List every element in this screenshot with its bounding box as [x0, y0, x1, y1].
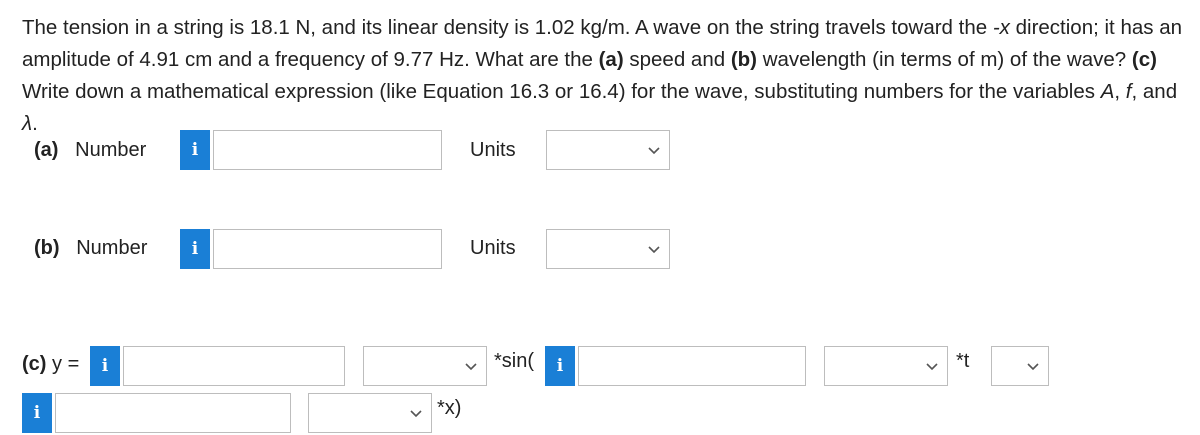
part-a-number-label: Number — [75, 139, 147, 161]
part-c-wave-number-input[interactable] — [55, 393, 291, 433]
part-c-tag: (c) — [1131, 48, 1157, 71]
part-c-info-button-1[interactable] — [90, 346, 120, 386]
part-a-label-tag: (a) — [34, 139, 59, 161]
part-a-info-button[interactable] — [180, 130, 210, 170]
part-c-angular-frequency-input[interactable] — [578, 346, 806, 386]
info-icon: i — [33, 403, 41, 423]
part-a-units-label: Units — [470, 139, 516, 161]
chevron-down-icon — [464, 359, 478, 373]
var-f: f — [1125, 80, 1132, 103]
part-c-sign-select[interactable] — [991, 346, 1049, 386]
sin-text: *sin( — [494, 350, 535, 372]
part-c-amplitude-units-select[interactable] — [363, 346, 487, 386]
question-part: speed and — [623, 48, 731, 71]
part-a-tag: (a) — [598, 48, 624, 71]
x-text: *x) — [437, 397, 462, 419]
part-b-units-select[interactable] — [546, 229, 670, 269]
part-b-units-label: Units — [470, 237, 516, 259]
var-lambda: λ — [22, 112, 33, 135]
part-c-amplitude-input[interactable] — [123, 346, 345, 386]
t-text: *t — [956, 350, 970, 372]
chevron-down-icon — [647, 143, 661, 157]
chevron-down-icon — [925, 359, 939, 373]
part-b-tag: (b) — [730, 48, 758, 71]
part-b-info-button[interactable] — [180, 229, 210, 269]
part-c-eq: y = — [52, 353, 80, 375]
part-b-number-input[interactable] — [213, 229, 442, 269]
part-a-number-input[interactable] — [213, 130, 442, 170]
info-icon: i — [556, 356, 564, 376]
question-part: . — [32, 112, 38, 135]
chevron-down-icon — [647, 242, 661, 256]
var-a: A — [1100, 80, 1115, 103]
info-icon: i — [101, 356, 109, 376]
part-c-info-button-3[interactable] — [22, 393, 52, 433]
direction-text: -x — [992, 16, 1010, 39]
part-b-label-tag: (b) — [34, 237, 60, 259]
part-b-number-label: Number — [76, 237, 148, 259]
question-part: direction; it has an amplitude of 4.91 cm and a frequency of 9.77 Hz. What are the — [22, 16, 1182, 71]
question-text — [22, 12, 1192, 140]
chevron-down-icon — [1026, 359, 1040, 373]
question-part: wavelength (in terms of m) of the wave? — [757, 48, 1132, 71]
part-b-label — [34, 237, 147, 260]
part-c-label-tag: (c) — [22, 353, 47, 375]
chevron-down-icon — [409, 406, 423, 420]
part-c-info-button-2[interactable] — [545, 346, 575, 386]
question-part: Write down a mathematical expression (like Equation 16.3 or 16.4) for the wave, substituting numbers for the variables — [22, 80, 1101, 103]
question-part: The tension in a string is 18.1 N, and its linear density is 1.02 kg/m. A wave on the string travels toward the — [22, 16, 993, 39]
part-c-angular-frequency-units-select[interactable] — [824, 346, 948, 386]
part-c-wave-number-units-select[interactable] — [308, 393, 432, 433]
question-part: , and — [1131, 80, 1178, 103]
part-c-label — [22, 353, 79, 376]
info-icon: i — [191, 140, 199, 160]
part-a-units-select[interactable] — [546, 130, 670, 170]
question-part: , — [1114, 80, 1126, 103]
info-icon: i — [191, 239, 199, 259]
part-a-label — [34, 139, 146, 162]
